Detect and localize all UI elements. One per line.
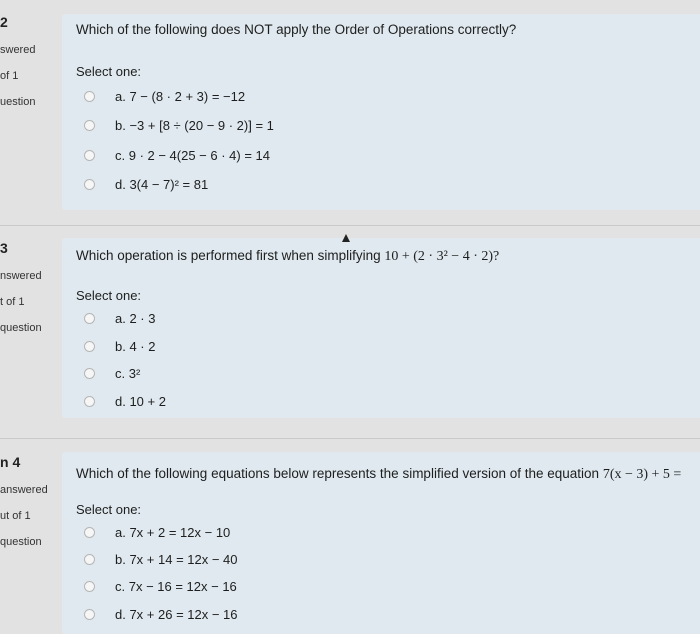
answer-label: d. 10 + 2 bbox=[115, 393, 166, 409]
answer-option-b[interactable] bbox=[84, 115, 274, 135]
question-content bbox=[62, 452, 700, 634]
question-number: n 4 bbox=[0, 454, 21, 470]
radio-button[interactable] bbox=[84, 554, 95, 565]
question-state: swered bbox=[0, 44, 36, 56]
question-4 bbox=[0, 452, 700, 634]
question-text bbox=[76, 248, 499, 265]
flag-question[interactable]: question bbox=[0, 322, 42, 334]
radio-button[interactable] bbox=[84, 396, 95, 407]
select-one-label: Select one: bbox=[76, 502, 142, 517]
question-divider bbox=[0, 438, 700, 439]
question-3 bbox=[0, 238, 700, 418]
question-mark: of 1 bbox=[0, 70, 19, 82]
question-mark: t of 1 bbox=[0, 296, 25, 308]
answer-option-a[interactable] bbox=[84, 308, 155, 328]
answer-label: b. −3 + [8 ÷ (20 − 9 · 2)] = 1 bbox=[115, 117, 274, 133]
radio-button[interactable] bbox=[84, 609, 95, 620]
question-info bbox=[0, 454, 60, 548]
flag-question[interactable]: uestion bbox=[0, 96, 36, 108]
answer-option-c[interactable] bbox=[84, 145, 270, 165]
question-divider bbox=[0, 225, 700, 226]
answer-label: b. 4 · 2 bbox=[115, 338, 156, 354]
answer-option-c[interactable] bbox=[84, 576, 237, 596]
radio-button[interactable] bbox=[84, 368, 95, 379]
answer-label: d. 3(4 − 7)² = 81 bbox=[115, 176, 209, 192]
question-content bbox=[62, 238, 700, 418]
mouse-cursor-icon bbox=[342, 234, 350, 242]
radio-button[interactable] bbox=[84, 91, 95, 102]
answer-label: c. 3² bbox=[115, 365, 141, 381]
question-content bbox=[62, 14, 700, 210]
answer-label: a. 7 − (8 · 2 + 3) = −12 bbox=[115, 88, 246, 104]
radio-button[interactable] bbox=[84, 527, 95, 538]
question-info bbox=[0, 14, 60, 108]
radio-button[interactable] bbox=[84, 150, 95, 161]
answer-label: a. 2 · 3 bbox=[115, 310, 156, 326]
question-text-plain: Which of the following equations below represents the simplified version of the equation bbox=[76, 466, 603, 481]
radio-button[interactable] bbox=[84, 179, 95, 190]
radio-button[interactable] bbox=[84, 120, 95, 131]
answer-option-a[interactable] bbox=[84, 522, 230, 542]
answer-option-a[interactable] bbox=[84, 86, 245, 106]
question-expression: 7(x − 3) + 5 = bbox=[602, 467, 682, 482]
radio-button[interactable] bbox=[84, 581, 95, 592]
question-state: answered bbox=[0, 484, 48, 496]
answer-label: b. 7x + 14 = 12x − 40 bbox=[115, 551, 238, 567]
question-text bbox=[76, 466, 681, 483]
question-number: 2 bbox=[0, 14, 8, 30]
question-state: nswered bbox=[0, 270, 42, 282]
answer-option-b[interactable] bbox=[84, 549, 238, 569]
radio-button[interactable] bbox=[84, 341, 95, 352]
answer-option-d[interactable] bbox=[84, 391, 166, 411]
question-number: 3 bbox=[0, 240, 8, 256]
question-2 bbox=[0, 14, 700, 210]
select-one-label: Select one: bbox=[76, 288, 142, 303]
answer-option-d[interactable] bbox=[84, 604, 238, 624]
answer-label: d. 7x + 26 = 12x − 16 bbox=[115, 606, 238, 622]
radio-button[interactable] bbox=[84, 313, 95, 324]
answer-label: c. 9 · 2 − 4(25 − 6 · 4) = 14 bbox=[115, 147, 271, 163]
question-expression: 10 + (2 · 3² − 4 · 2)? bbox=[384, 249, 500, 264]
question-text-plain: Which operation is performed first when simplifying bbox=[76, 248, 385, 263]
question-mark: ut of 1 bbox=[0, 510, 31, 522]
answer-label: c. 7x − 16 = 12x − 16 bbox=[115, 578, 237, 594]
answer-label: a. 7x + 2 = 12x − 10 bbox=[115, 524, 231, 540]
answer-option-c[interactable] bbox=[84, 363, 140, 383]
select-one-label: Select one: bbox=[76, 64, 142, 79]
question-text: Which of the following does NOT apply the Order of Operations correctly? bbox=[76, 22, 517, 37]
question-info bbox=[0, 240, 60, 334]
flag-question[interactable]: question bbox=[0, 536, 42, 548]
answer-option-b[interactable] bbox=[84, 336, 155, 356]
answer-option-d[interactable] bbox=[84, 174, 208, 194]
